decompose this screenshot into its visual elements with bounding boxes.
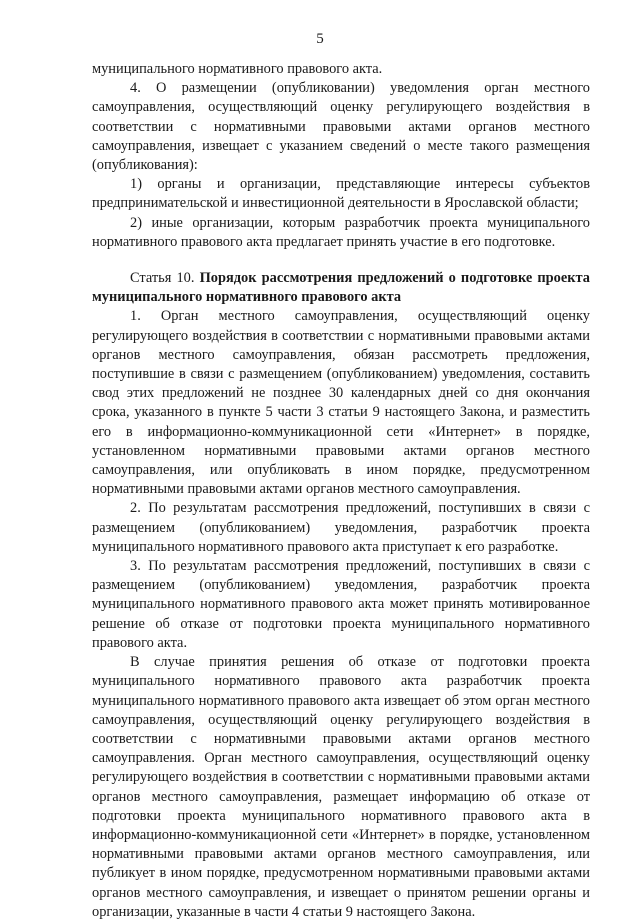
paragraph-subitem-2: 2) иные организации, которым разработчик проекта муниципального нормативного правового акта предлагает принять участие в его подготовке.	[92, 214, 590, 250]
article-paragraph-1: 1. Орган местного самоуправления, осуществляющий оценку регулирующего воздействия в соответствии с нормативными правовыми актами органов местного самоуправления, обязан рассмотреть предложения, поступившие в связи с размещением (опубликованием) уведомления, составить свод этих предложений не позднее 30 календарных дней со дня окончания срока, указанного в пункте 5 части 3 статьи 9 настоящего Закона, и разместить его в информационно-коммуникационной сети «Интернет» в порядке, установленном нормативными правовыми актами органов местного самоуправления, или опубликовать в ином порядке, предусмотренном нормативными правовыми актами органов местного самоуправления.	[92, 308, 590, 498]
paragraph-subitem-1: 1) органы и организации, представляющие интересы субъектов предпринимательской и инвестиционной деятельности в Ярославской области;	[92, 176, 590, 212]
page-number: 5	[316, 31, 324, 47]
paragraph-continuation: муниципального нормативного правового акта.	[92, 61, 383, 77]
article-paragraph-2: 2. По результатам рассмотрения предложений, поступивших в связи с размещением (опубликованием) уведомления, разработчик проекта муниципального нормативного правового акта приступает к его разработке.	[92, 500, 590, 555]
paragraph-item-4: 4. О размещении (опубликовании) уведомления орган местного самоуправления, осуществляющий оценку регулирующего воздействия в соответствии с нормативными правовыми актами органов местного самоуправления, извещает с указанием сведений о месте такого размещения (опубликования):	[92, 80, 590, 174]
article-paragraph-3: 3. По результатам рассмотрения предложений, поступивших в связи с размещением (опубликованием) уведомления, разработчик проекта муниципального нормативного правового акта может принять мотивированное решение об отказе от подготовки проекта муниципального нормативного правового акта.	[92, 558, 590, 651]
article-number: Статья 10.	[130, 270, 200, 287]
article-paragraph-refusal: В случае принятия решения об отказе от подготовки проекта муниципального нормативного правового акта разработчик проекта муниципального нормативного правового акта извещает об этом орган местного самоуправления, осуществляющий оценку регулирующего воздействия в соответствии с нормативными правовыми актами органов местного самоуправления. Орган местного самоуправления, осуществляющий оценку регулирующего воздействия в соответствии с нормативными правовыми актами органов местного самоуправления, размещает информацию об отказе от подготовки проекта муниципального нормативного правового акта в информационно-коммуникационной сети «Интернет» в порядке, установленном нормативными правовыми актами органов местного самоуправления, или публикует в ином порядке, предусмотренном нормативными правовыми актами органов местного самоуправления, и извещает о принятом решении органы и организации, указанные в части 4 статьи 9 настоящего Закона.	[92, 654, 590, 920]
article-title: Порядок рассмотрения предложений о подготовке проекта муниципального нормативного правового акта	[92, 270, 590, 306]
document-body	[92, 60, 590, 922]
article-heading	[92, 269, 590, 307]
